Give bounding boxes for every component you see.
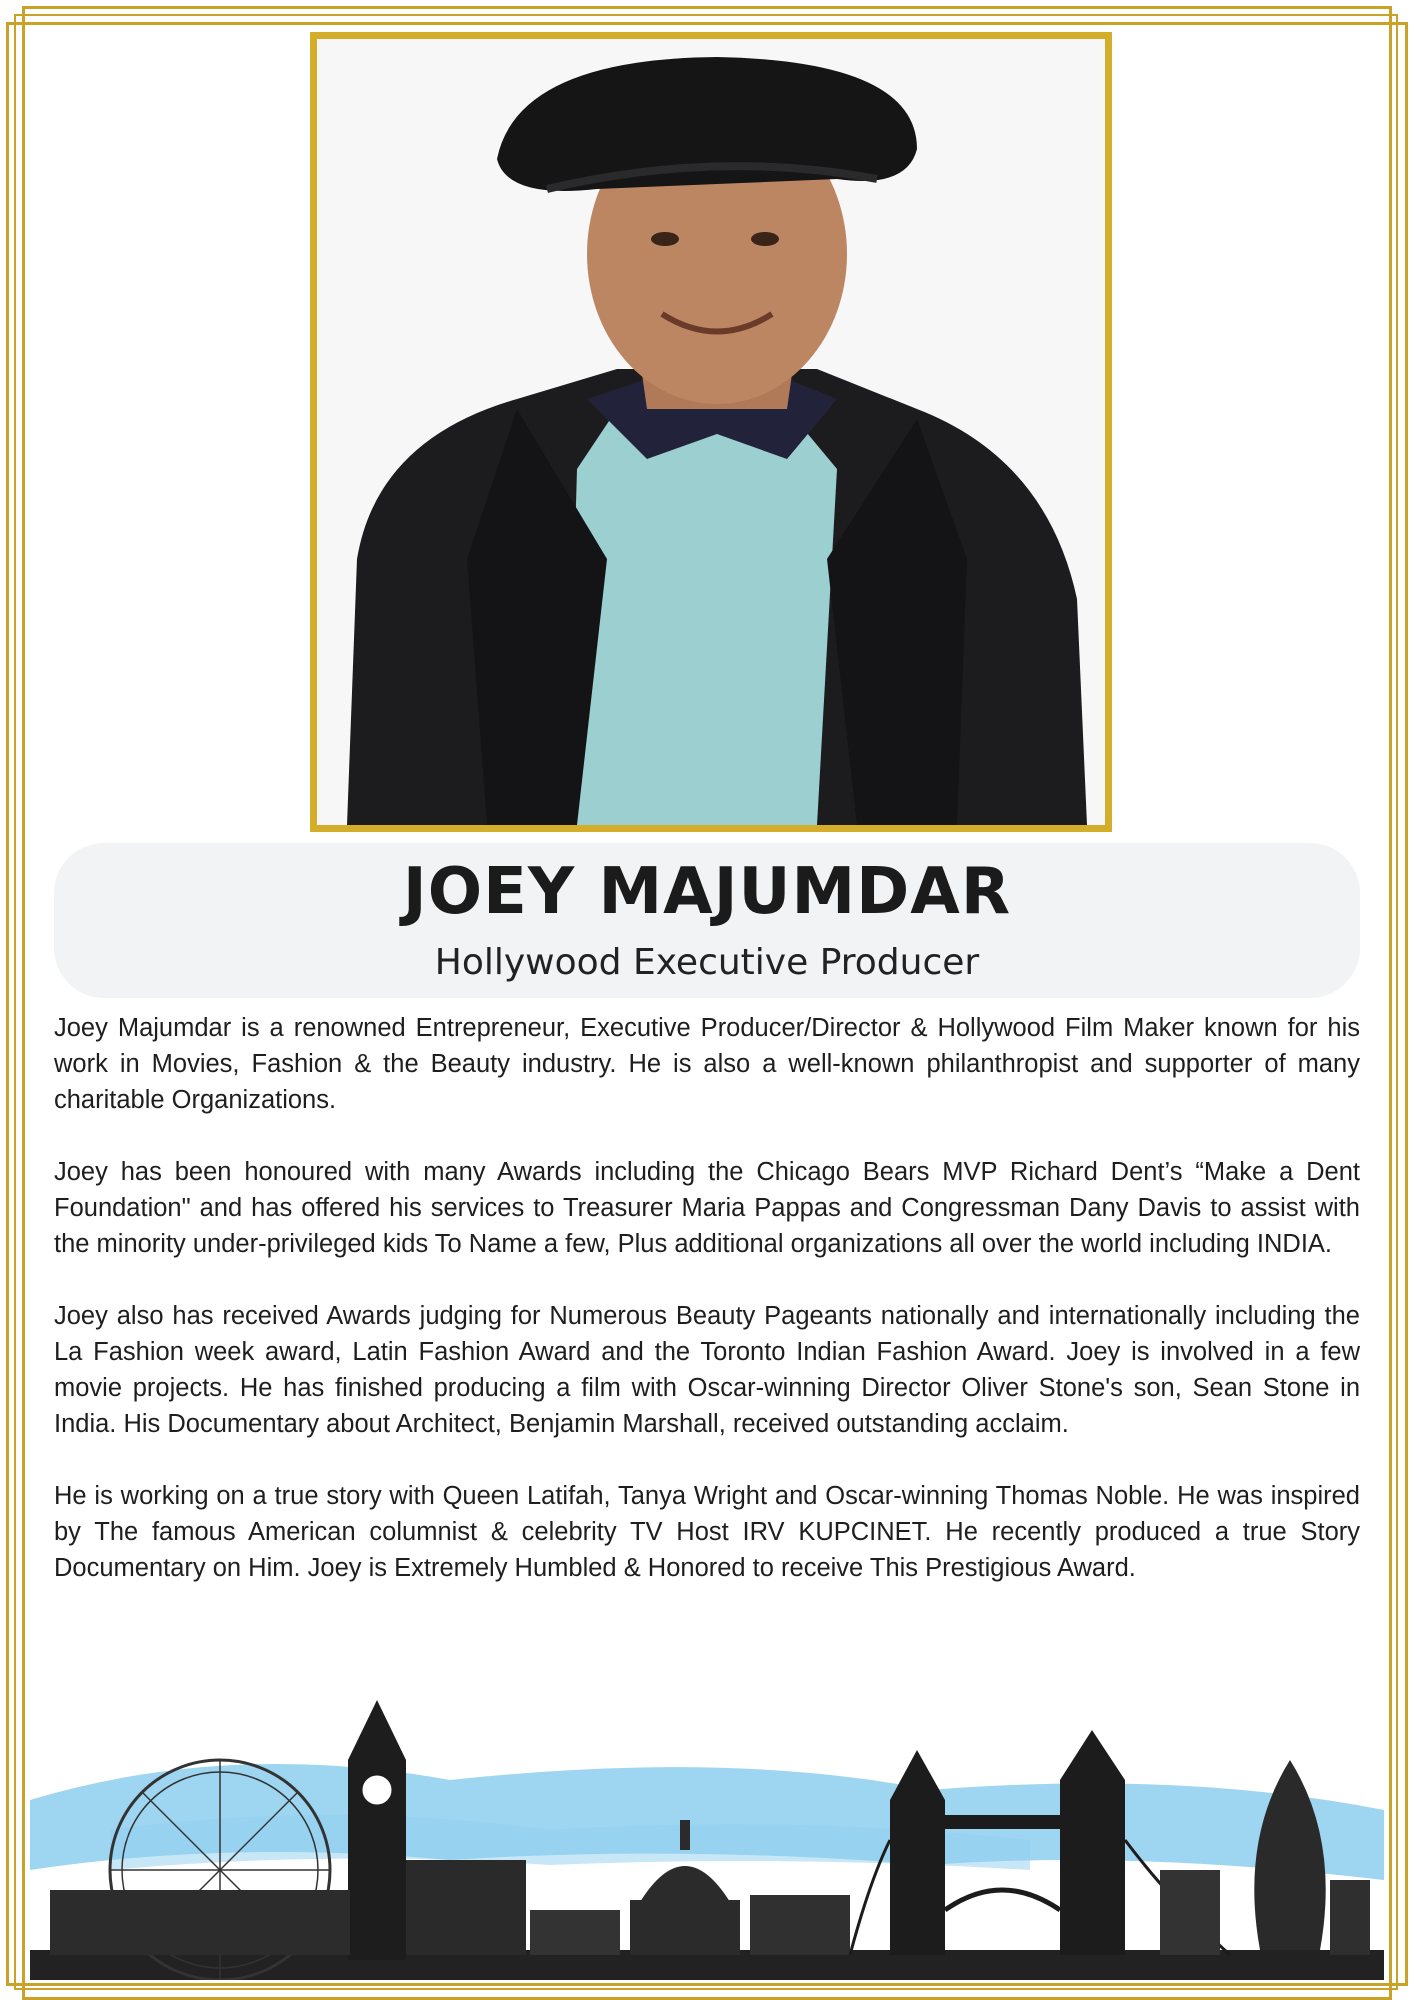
bio-paragraph: Joey also has received Awards judging for Numerous Beauty Pageants nationally and internationally including the La Fashion week award, Latin Fashion Award and the Toronto Indian Fashion Award. Joey is involved in a few movie projects. He has finished producing a film with Oscar-winning Director Oliver Stone's son, Sean Stone in India. His Documentary about Architect, Benjamin Marshall, received outstanding acclaim. [54,1302,1360,1438]
bio-paragraph: Joey Majumdar is a renowned Entrepreneur, Executive Producer/Director & Hollywood Film Maker known for his work in Movies, Fashion & the Beauty industry. He is also a well-known philanthropist and supporter of many charitable Organizations. [54,1014,1360,1114]
bio-text [54,1010,1360,1622]
skyline-drawing [30,1680,1384,1980]
person-name: JOEY MAJUMDAR [402,855,1012,929]
person-title: Hollywood Executive Producer [434,942,980,983]
portrait-illustration [317,39,1105,825]
bio-paragraph: He is working on a true story with Queen Latifah, Tanya Wright and Oscar-winning Thomas Noble. He was inspired by The famous American columnist & celebrity TV Host IRV KUPCINET. He recently produced a true Story Documentary on Him. Joey is Extremely Humbled & Honored to receive This Prestigious Award. [54,1482,1360,1582]
portrait-photo [310,32,1112,832]
bio-paragraph: Joey has been honoured with many Awards including the Chicago Bears MVP Richard Dent’s “Make a Dent Foundation" and has offered his services to Treasurer Maria Pappas and Congressman Dany Davis to assist with the minority under-privileged kids To Name a few, Plus additional organizations all over the world including INDIA. [54,1158,1360,1258]
london-skyline-illustration [30,1680,1384,1980]
